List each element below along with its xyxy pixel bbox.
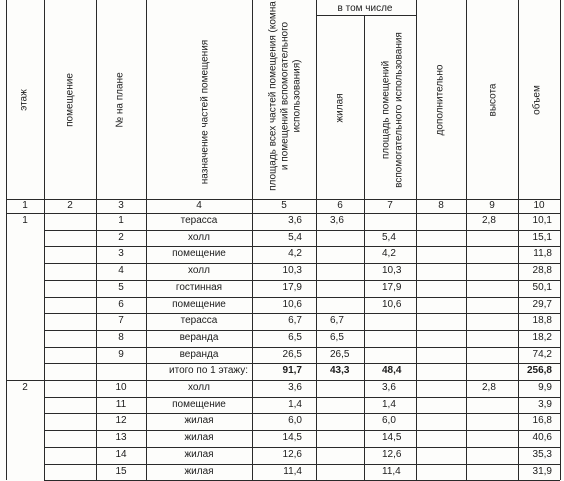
cell-area: 6,5 [288,331,302,343]
column-number: 9 [489,200,495,211]
cell-plan-number: 5 [118,281,124,293]
grid-vline [364,15,365,480]
cell-volume: 18,8 [532,315,552,327]
cell-volume: 40,6 [532,432,552,444]
cell-volume: 16,8 [532,415,552,427]
grid-hline [44,263,560,264]
cell-area: 3,6 [288,215,302,226]
cell-volume: 28,8 [532,265,552,277]
cell-aux: 48,4 [382,365,402,377]
cell-purpose: терасса [180,215,218,226]
grid-hline [44,347,560,348]
column-number: 1 [22,200,28,211]
cell-area: 6,0 [288,415,302,427]
cell-plan-number: 15 [115,465,127,477]
cell-purpose: терасса [180,315,218,327]
cell-purpose: жилая [184,415,214,427]
grid-hline [44,397,560,398]
cell-aux: 5,4 [382,231,396,243]
cell-area: 12,6 [282,448,302,460]
cell-purpose: холл [188,265,210,277]
cell-volume: 15,1 [532,231,552,243]
cell-volume: 29,7 [532,298,552,310]
cell-height: 2,8 [482,215,496,226]
column-number: 6 [337,200,343,211]
cell-plan-number: 14 [115,448,127,460]
grid-hline [6,380,560,381]
cell-aux: 3,6 [382,382,396,393]
cell-plan-number: 12 [115,415,127,427]
cell-purpose: помещение [172,298,226,310]
cell-area: 91,7 [282,365,302,377]
header-dopolnitelno: дополнительно [434,64,446,136]
cell-purpose: холл [188,231,210,243]
grid-vline [416,0,417,480]
cell-volume: 74,2 [532,348,552,360]
cell-aux: 6,0 [382,415,396,427]
cell-volume: 10,1 [532,215,552,226]
header-etazh: этаж [18,89,30,111]
grid-vline [466,0,467,480]
header-v-tom-chisle: в том числе [337,3,393,14]
cell-plan-number: 7 [118,315,124,327]
column-number: 7 [387,200,393,211]
cell-volume: 35,3 [532,448,552,460]
cell-area: 1,4 [288,398,302,410]
header-ploshchad-vsekh-1: площадь всех частей помещения (комна [267,1,279,191]
grid-vline [560,0,561,480]
grid-hline [44,280,560,281]
grid-hline [44,330,560,331]
cell-aux: 12,6 [382,448,402,460]
cell-aux: 4,2 [382,248,396,260]
cell-aux: 10,6 [382,298,402,310]
header-ploshchad-vspom-1: площадь помещений [380,60,392,160]
grid-hline [44,246,560,247]
cell-purpose: помещение [172,398,226,410]
cell-plan-number: 10 [115,382,127,393]
grid-vline [316,0,317,480]
cell-area: 17,9 [282,281,302,293]
cell-purpose: жилая [184,432,214,444]
cell-living: 6,7 [330,315,344,327]
cell-living: 43,3 [330,365,350,377]
header-obem: объем [531,85,543,115]
cell-purpose: жилая [184,465,214,477]
grid-vline [6,0,7,480]
cell-area: 3,6 [288,382,302,393]
cell-plan-number: 1 [118,215,124,226]
column-number: 8 [438,200,444,211]
grid-hline [6,213,560,214]
cell-purpose: жилая [184,448,214,460]
cell-aux: 14,5 [382,432,402,444]
cell-purpose: веранда [179,331,219,343]
cell-volume: 256,8 [526,365,552,377]
column-number: 2 [67,200,73,211]
cell-aux: 1,4 [382,398,396,410]
cell-plan-number: 3 [118,248,124,260]
cell-purpose: помещение [172,248,226,260]
grid-hline [44,464,560,465]
column-number: 3 [118,200,124,211]
header-ploshchad-vsekh-2: и помещений вспомогательного [279,21,291,171]
column-number: 10 [533,200,545,211]
cell-aux: 17,9 [382,281,402,293]
cell-purpose: веранда [179,348,219,360]
cell-volume: 18,2 [532,331,552,343]
cell-plan-number: 4 [118,265,124,277]
grid-vline [44,0,45,480]
cell-purpose: гостинная [175,281,223,293]
cell-plan-number: 11 [115,398,127,410]
header-ploshchad-vsekh-3: использования) [291,59,303,133]
column-number: 5 [281,200,287,211]
cell-living: 3,6 [330,215,344,226]
cell-aux: 10,3 [382,265,402,277]
cell-plan-number: 8 [118,331,124,343]
cell-purpose: холл [188,382,210,393]
header-zhilaya: жилая [334,93,346,123]
column-number: 4 [196,200,202,211]
cell-area: 11,4 [283,465,302,477]
cell-height: 2,8 [482,382,496,393]
grid-hline [44,313,560,314]
header-nomer: № на плане [114,72,126,128]
cell-plan-number: 9 [118,348,124,360]
cell-volume: 3,9 [538,398,552,410]
cell-floor: 2 [22,382,28,393]
grid-hline [44,447,560,448]
header-naznachenie: назначение частей помещения [199,39,211,185]
cell-area: 4,2 [288,248,302,260]
cell-volume: 9,9 [538,382,552,393]
cell-area: 26,5 [282,348,302,360]
header-pomeshchenie: помещение [64,73,76,127]
cell-area: 10,6 [282,298,302,310]
grid-hline [44,413,560,414]
cell-plan-number: 2 [118,231,124,243]
cell-area: 6,7 [288,315,302,327]
header-ploshchad-vspom-2: вспомогательного использования [393,32,405,188]
cell-volume: 11,8 [533,248,552,260]
header-vysota: высота [487,83,499,117]
cell-area: 10,3 [282,265,302,277]
cell-plan-number: 6 [118,298,124,310]
grid-hline [44,430,560,431]
cell-volume: 50,1 [532,281,552,293]
cell-area: 5,4 [288,231,302,243]
cell-living: 6,5 [330,331,344,343]
cell-living: 26,5 [330,348,350,360]
cell-aux: 11,4 [382,465,401,477]
grid-hline [44,230,560,231]
cell-area: 14,5 [282,432,302,444]
cell-purpose: итого по 1 этажу: [169,365,248,377]
grid-hline [316,15,416,16]
cell-volume: 31,9 [532,465,552,477]
cell-plan-number: 13 [115,432,127,444]
cell-floor: 1 [22,215,28,226]
grid-hline [44,297,560,298]
grid-hline [44,363,560,364]
